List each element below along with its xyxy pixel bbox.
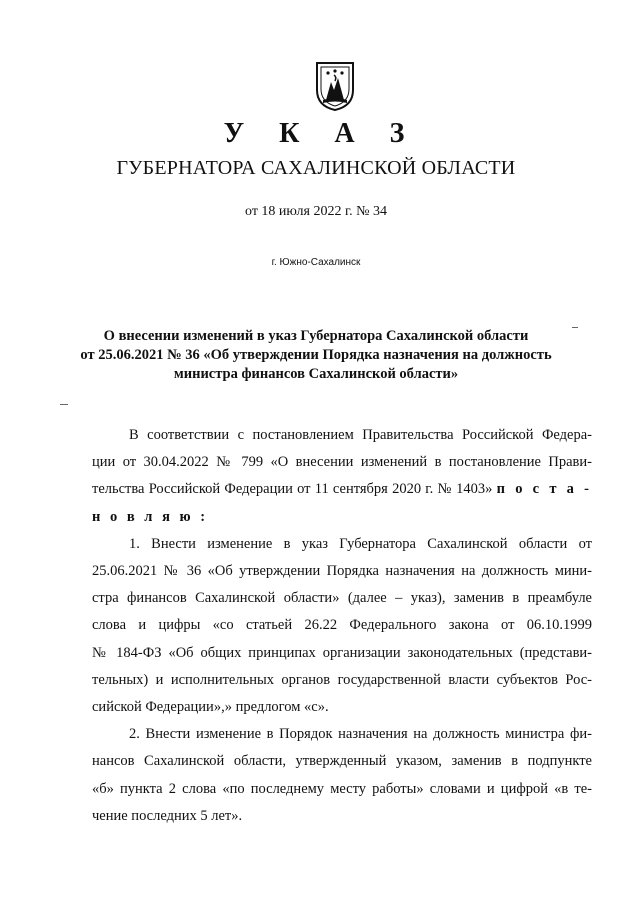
text-line: 2. Внести изменение в Порядок назначения на должность министра фи- <box>129 726 592 743</box>
text-line: нансов Сахалинской области, утвержденный указом, заменив в подпункте <box>92 753 592 770</box>
decree-verb-end: н о в л я ю : <box>92 508 209 525</box>
decree-body <box>92 422 592 830</box>
paragraph-item-1 <box>92 531 592 721</box>
decree-date-number: от 18 июля 2022 г. № 34 <box>245 204 387 219</box>
scan-mark <box>60 404 68 405</box>
text-fragment: тельства Российской Федерации от 11 сентября 2020 г. № 1403» <box>92 481 493 498</box>
heading-line: О внесении изменений в указ Губернатора Сахалинской области <box>103 328 529 344</box>
text-line: ции от 30.04.2022 № 799 «О внесении изменений в постановление Прави- <box>92 454 592 471</box>
decree-heading <box>0 327 632 384</box>
text-line: сийской Федерации»,» предлогом «с». <box>92 699 329 716</box>
paragraph-item-2 <box>92 721 592 830</box>
text-line: № 184-ФЗ «Об общих принципах организации законодательных (представи- <box>92 644 592 661</box>
text-line: В соответствии с постановлением Правительства Российской Федера- <box>129 427 592 443</box>
paragraph-preamble <box>92 422 592 531</box>
text-line: «б» пункта 2 слова «по последнему месту работы» словами и цифрой «в те- <box>92 780 592 797</box>
coat-of-arms-icon <box>314 60 356 112</box>
issuer-title: ГУБЕРНАТОРА САХАЛИНСКОЙ ОБЛАСТИ <box>116 157 516 179</box>
heading-line: от 25.06.2021 № 36 «Об утверждении Порядка назначения на должность <box>80 347 552 363</box>
text-line: тельных) и исполнительных органов государственной власти субъектов Рос- <box>92 671 592 688</box>
text-line: 1. Внести изменение в указ Губернатора Сахалинской области от <box>129 535 592 552</box>
city-name: г. Южно-Сахалинск <box>271 257 361 268</box>
text-line: 25.06.2021 № 36 «Об утверждении Порядка назначения на должность мини- <box>92 563 592 580</box>
text-line: слова и цифры «со статьей 26.22 Федерального закона от 06.10.1999 <box>92 617 592 634</box>
text-line <box>92 476 592 503</box>
decree-title: У К А З <box>223 118 419 149</box>
text-line: стра финансов Сахалинской области» (далее – указ), заменив в преамбуле <box>92 590 592 607</box>
heading-line: министра финансов Сахалинской области» <box>173 366 459 382</box>
scan-mark <box>572 327 578 328</box>
decree-verb: п о с т а - <box>496 481 592 498</box>
text-line: чение последних 5 лет». <box>92 807 243 824</box>
